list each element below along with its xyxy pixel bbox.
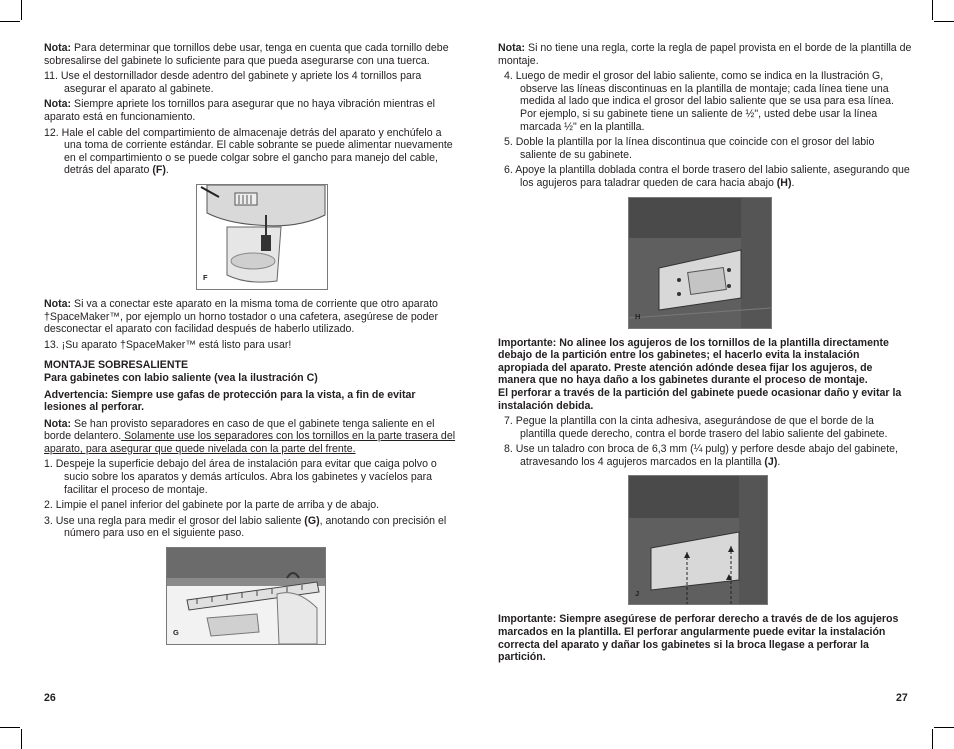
ruler-illustration: [167, 548, 325, 644]
step-3: 3. Use una regla para medir el grosor del labio saliente (G), anotando con precisión el número para uso en el siguiente paso.: [44, 514, 447, 540]
warning: Advertencia: Siempre use gafas de protección para la vista, a fin de evitar lesiones al perforar.: [44, 388, 416, 414]
crop-mark: [932, 0, 933, 20]
step-8: 8. Use un taladro con broca de 6,3 mm (¼ pulg) y perfore desde abajo del gabinete, atravesando los 4 agujeros marcados en la plantilla (J).: [504, 443, 898, 468]
note-outlet: Nota: Si va a conectar este aparato en la misma toma de corriente que otro aparato †SpaceMaker™, por ejemplo un horno tostador o una cafetera, asegúrese de poder desconectar el aparato con facilidad después de haberlo utilizado.: [44, 297, 438, 336]
step-12: 12. Hale el cable del compartimiento de almacenaje detrás del aparato y enchúfelo a una toma de corriente estándar. El cable sobrante se puede alimentar nuevamente en el compartimiento o se puede colgar sobre el gancho para manejo del cable, detrás del aparato (F).: [44, 126, 453, 177]
important-alignment: Importante: No alinee los agujeros de los tornillos de la plantilla directamente debajo de la partición entre los gabinetes; el hacerlo evita la instalación apropiada del aparato. Preste atención adónde desea fijar los agujeros, de manera que no haya daño a los gabinetes durante el proceso de montaje.: [498, 336, 889, 387]
figure-label-f: F: [203, 273, 208, 283]
step-5: 5. Doble la plantilla por la línea discontinua que coincide con el grosor del labio saliente de su gabinete.: [504, 136, 875, 161]
note-vibration: Nota: Siempre apriete los tornillos para asegurar que no haya vibración mientras el aparato está en funcionamiento.: [44, 98, 435, 123]
figure-g: [166, 547, 326, 645]
section-subheading: Para gabinetes con labio saliente (vea la ilustración C): [44, 371, 318, 384]
figure-label-j: J: [635, 588, 640, 598]
crop-mark: [0, 21, 20, 22]
crop-mark: [934, 727, 954, 728]
page-number-left: 26: [44, 692, 56, 704]
step-1: 1. Despeje la superficie debajo del área de instalación para evitar que caiga polvo o sucio sobre los aparatos y demás artículos. Abra los gabinetes y vacíelos para facilitar el proceso de montaje.: [44, 458, 437, 496]
figure-j: [628, 475, 768, 605]
note-ruler: Nota: Si no tiene una regla, corte la regla de papel provista en el borde de la plantilla de montaje.: [498, 42, 912, 67]
crop-mark: [21, 0, 22, 20]
page-number-right: 27: [896, 692, 908, 704]
left-page: [44, 42, 460, 653]
crop-mark: [21, 729, 22, 749]
figure-h: [628, 197, 772, 329]
section-heading: MONTAJE SOBRESALIENTE: [44, 359, 189, 372]
appliance-illustration: [197, 185, 327, 289]
figure-label-h: H: [635, 311, 641, 321]
step-13: 13. ¡Su aparato †SpaceMaker™ está listo para usar!: [44, 338, 292, 351]
step-6: 6. Apoye la plantilla doblada contra el borde trasero del labio saliente, asegurando que los agujeros para taladrar queden de cara hacia abajo (H).: [504, 164, 910, 189]
step-4: 4. Luego de medir el grosor del labio saliente, como se indica en la Ilustración G, observe las líneas discontinuas en la plantilla de montaje; cada línea tiene una medida al lado que indica el grosor del labio saliente que se usa para esa línea. Por ejemplo, si su gabinete tiene un saliente de ½", usted debe usar la línea marcada ½" en la plantilla.: [504, 70, 894, 133]
figure-f: [196, 184, 328, 290]
step-7: 7. Pegue la plantilla con la cinta adhesiva, asegurándose de que el borde de la plantilla quede derecho, contra el borde trasero del labio saliente del gabinete.: [504, 415, 888, 440]
crop-mark: [932, 729, 933, 749]
step-11: 11. Use el destornillador desde adentro del gabinete y apriete los 4 tornillos para asegurar el aparato al gabinete.: [44, 70, 422, 95]
important-partition: El perforar a través de la partición del gabinete puede ocasionar daño y evitar la instalación debida.: [498, 386, 902, 412]
important-drill: Importante: Siempre asegúrese de perforar derecho a través de de los agujeros marcados en la plantilla. El perforar angularmente puede evitar la instalación correcta del aparato y dañar los gabinetes si la broca llegase a perforar la partición.: [498, 613, 899, 664]
note-spacers: Nota: Se han provisto separadores en caso de que el gabinete tenga saliente en el borde delantero. Solamente use los separadores con los tornillos en la parte trasera del aparato, para asegurar que quede nivelada con la parte del frente.: [44, 417, 456, 455]
step-2: 2. Limpie el panel inferior del gabinete por la parte de arriba y de abajo.: [44, 499, 380, 512]
crop-mark: [934, 21, 954, 22]
right-page: [498, 42, 912, 667]
note-screws: Nota: Para determinar que tornillos debe usar, tenga en cuenta que cada tornillo debe sobresalirse del gabinete lo suficiente para que pueda asegurarse con una tuerca.: [44, 42, 449, 67]
figure-label-g: G: [173, 628, 179, 638]
template-illustration: [629, 198, 771, 328]
crop-mark: [0, 727, 20, 728]
drill-illustration: [629, 476, 767, 604]
